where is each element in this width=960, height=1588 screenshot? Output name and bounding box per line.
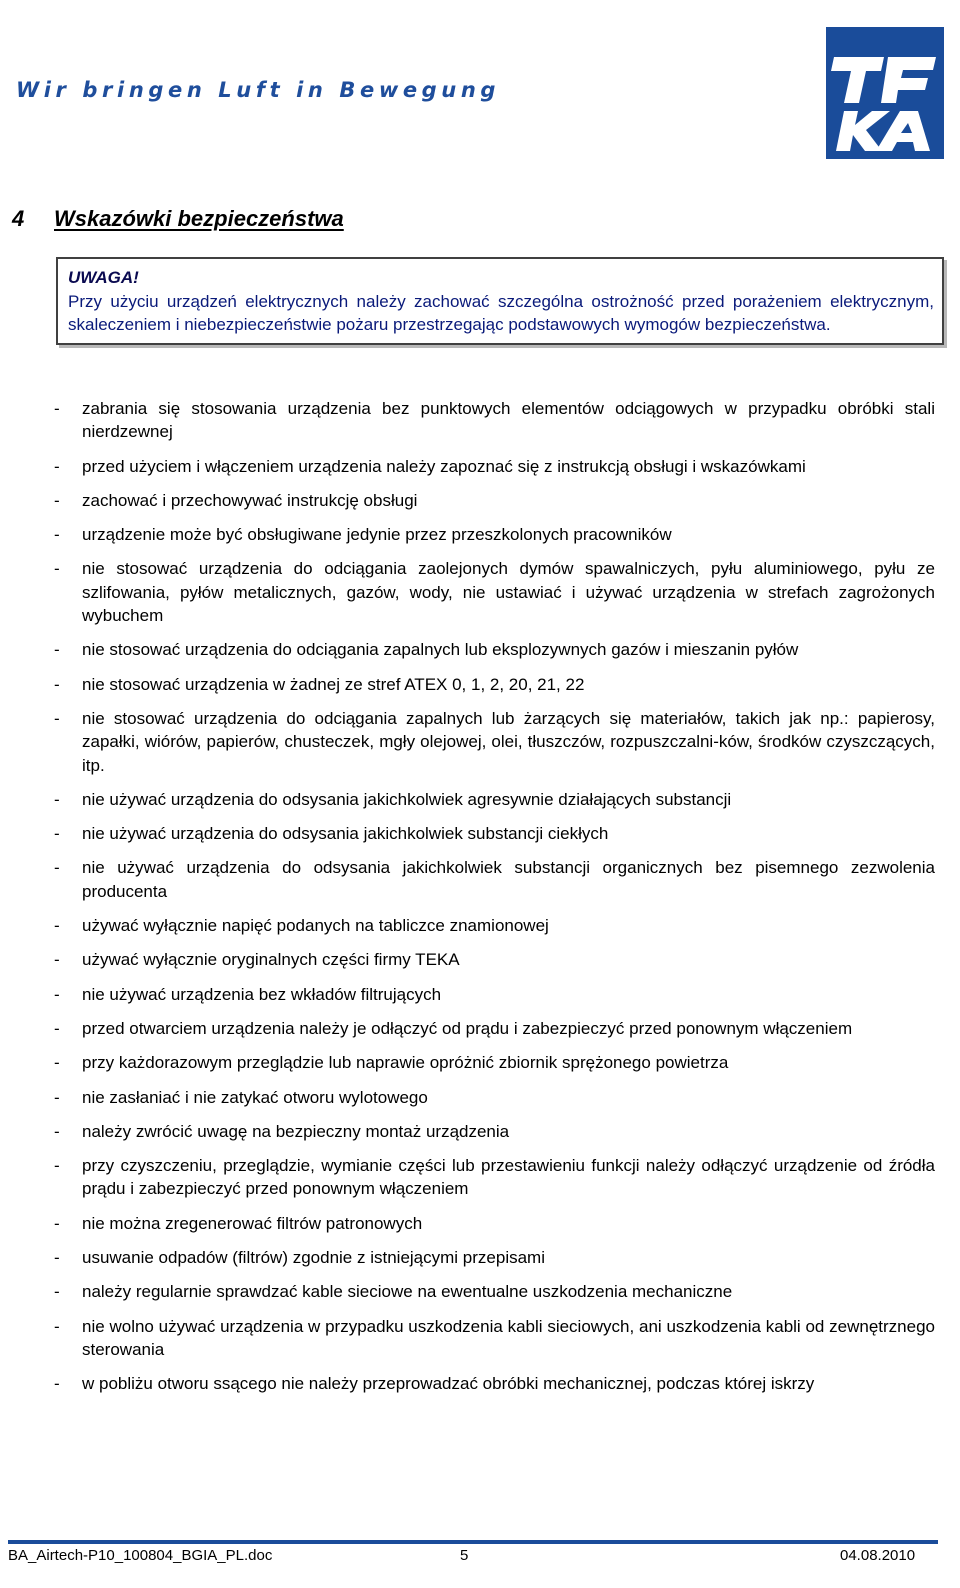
safety-instructions-list — [54, 397, 935, 1396]
list-item — [54, 1120, 935, 1143]
list-item-text: należy zwrócić uwagę na bezpieczny montaż urządzenia — [82, 1121, 510, 1141]
bullet-dash: - — [54, 490, 60, 510]
bullet-dash: - — [54, 674, 60, 694]
bullet-dash: - — [54, 984, 60, 1004]
footer-page-number: 5 — [460, 1547, 469, 1564]
list-item — [54, 948, 935, 971]
bullet-dash: - — [54, 1374, 60, 1394]
bullet-dash: - — [54, 824, 60, 844]
list-item-text: nie zasłaniać i nie zatykać otworu wylotowego — [82, 1087, 428, 1107]
bullet-dash: - — [54, 1213, 60, 1233]
bullet-dash: - — [54, 399, 60, 418]
bullet-dash: - — [54, 640, 60, 660]
bullet-dash: - — [54, 1087, 60, 1107]
list-item-text: przed użyciem i włączeniem urządzenia należy zapoznać się z instrukcją obsługi i wskazówkami — [82, 456, 806, 476]
bullet-dash: - — [54, 1248, 60, 1268]
list-item — [54, 914, 935, 937]
bullet-dash: - — [54, 916, 60, 936]
list-item-text: w pobliżu otworu ssącego nie należy przeprowadzać obróbki mechanicznej, podczas której iskrzy — [82, 1374, 815, 1394]
list-item — [54, 397, 935, 444]
list-item — [54, 1017, 935, 1040]
list-item — [54, 983, 935, 1006]
bullet-dash: - — [54, 1316, 60, 1336]
list-item — [54, 788, 935, 811]
teka-logo — [826, 27, 944, 159]
footer-date: 04.08.2010 — [840, 1547, 916, 1564]
warning-title: UWAGA! — [68, 268, 139, 287]
bullet-dash: - — [54, 1121, 60, 1141]
list-item — [54, 638, 935, 661]
list-item-text: urządzenie może być obsługiwane jedynie przez przeszkolonych pracowników — [82, 525, 672, 545]
list-item-text: zachować i przechowywać instrukcję obsługi — [82, 490, 418, 510]
list-item — [54, 1280, 935, 1303]
section-title: Wskazówki bezpieczeństwa — [54, 206, 344, 231]
list-item-text: nie stosować urządzenia w żadnej ze stref ATEX 0, 1, 2, 20, 21, 22 — [82, 674, 585, 694]
list-item — [54, 1154, 935, 1201]
warning-box — [56, 257, 944, 345]
bullet-dash: - — [54, 1282, 60, 1302]
bullet-dash: - — [54, 708, 60, 728]
list-item-text: przy każdorazowym przeglądzie lub naprawie opróżnić zbiornik sprężonego powietrza — [82, 1053, 729, 1073]
list-item-text: nie używać urządzenia do odsysania jakichkolwiek substancji ciekłych — [82, 824, 609, 844]
bullet-dash: - — [54, 858, 60, 878]
footer-filename: BA_Airtech-P10_100804_BGIA_PL.doc — [8, 1547, 273, 1564]
list-item — [54, 673, 935, 696]
list-item — [54, 822, 935, 845]
list-item — [54, 856, 935, 903]
list-item-text: należy regularnie sprawdzać kable sieciowe na ewentualne uszkodzenia mechaniczne — [82, 1282, 733, 1302]
list-item-text: używać wyłącznie oryginalnych części firmy TEKA — [82, 950, 460, 970]
list-item — [54, 523, 935, 546]
bullet-dash: - — [54, 525, 60, 545]
bullet-dash: - — [54, 1156, 60, 1176]
bullet-dash: - — [54, 789, 60, 809]
list-item — [54, 1051, 935, 1074]
bullet-dash: - — [54, 950, 60, 970]
bullet-dash: - — [54, 559, 60, 579]
list-item-text: nie stosować urządzenia do odciągania zapalnych lub eksplozywnych gazów i mieszanin pyłów — [82, 640, 799, 660]
list-item-text: nie stosować urządzenia do odciągania zapalnych lub żarzących się materiałów, takich jak np.: papierosy, zapałki, wiórów, papierów, chusteczek, mgły olejowej, olei, tłuszczów, rozpuszczalni-ków, środków czyszczących, itp. — [82, 708, 935, 775]
list-item-text: nie używać urządzenia do odsysania jakichkolwiek agresywnie działających substancji — [82, 789, 732, 809]
header-slogan: Wir bringen Luft in Bewegung — [16, 78, 501, 102]
list-item — [54, 707, 935, 777]
bullet-dash: - — [54, 456, 60, 476]
teka-logo-mark — [826, 27, 944, 159]
list-item-text: używać wyłącznie napięć podanych na tabliczce znamionowej — [82, 916, 549, 936]
bullet-dash: - — [54, 1053, 60, 1073]
list-item-text: przy czyszczeniu, przeglądzie, wymianie części lub przestawieniu funkcji należy odłączyć urządzenie od źródła prądu i zabezpieczyć przed ponownym włączeniem — [82, 1156, 935, 1199]
list-item-text: nie używać urządzenia bez wkładów filtrujących — [82, 984, 442, 1004]
list-item — [54, 455, 935, 478]
list-item — [54, 1372, 935, 1395]
section-number: 4 — [12, 206, 25, 231]
list-item-text: nie wolno używać urządzenia w przypadku uszkodzenia kabli sieciowych, ani uszkodzenia kabli od zewnętrznego sterowania — [82, 1316, 935, 1359]
list-item — [54, 1086, 935, 1109]
list-item — [54, 489, 935, 512]
list-item — [54, 1315, 935, 1362]
list-item — [54, 557, 935, 627]
list-item-text: usuwanie odpadów (filtrów) zgodnie z istniejącymi przepisami — [82, 1248, 545, 1268]
bullet-dash: - — [54, 1018, 60, 1038]
list-item-text: zabrania się stosowania urządzenia bez punktowych elementów odciągowych w przypadku obróbki stali nierdzewnej — [82, 399, 935, 442]
list-item — [54, 1212, 935, 1235]
list-item-text: nie można zregenerować filtrów patronowych — [82, 1213, 423, 1233]
warning-text: Przy użyciu urządzeń elektrycznych należy zachować szczególna ostrożność przed porażeniem elektrycznym, skaleczeniem i niebezpieczeństwie pożaru przestrzegając podstawowych wymogów bezpieczeństwa. — [68, 291, 934, 334]
list-item-text: przed otwarciem urządzenia należy je odłączyć od prądu i zabezpieczyć przed ponownym włączeniem — [82, 1018, 853, 1038]
section-heading — [12, 206, 344, 232]
list-item-text: nie używać urządzenia do odsysania jakichkolwiek substancji organicznych bez pisemnego zezwolenia producenta — [82, 858, 935, 901]
list-item-text: nie stosować urządzenia do odciągania zaolejonych dymów spawalniczych, pyłu aluminiowego, pyłu ze szlifowania, pyłów metalicznych, gazów, wody, nie ustawiać i używać urządzenia w strefach zagrożonych wybuchem — [82, 559, 935, 626]
footer-divider — [8, 1540, 938, 1544]
list-item — [54, 1246, 935, 1269]
